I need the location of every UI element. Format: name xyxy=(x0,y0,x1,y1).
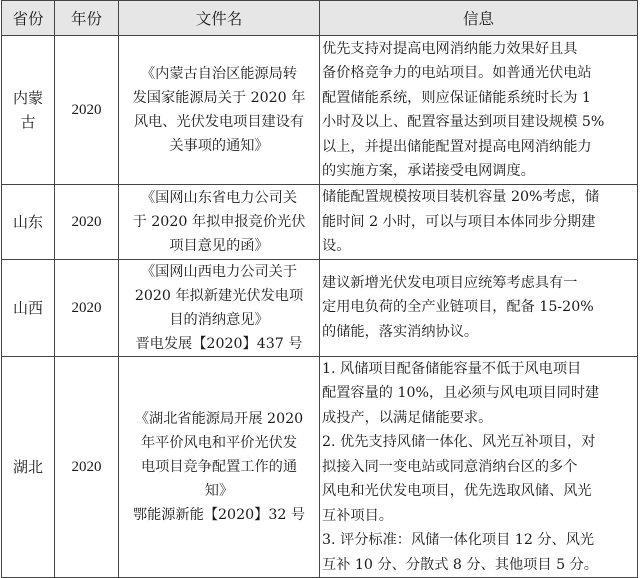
document-line: 发国家能源局关于 2020 年 xyxy=(132,90,306,106)
info-cell xyxy=(320,36,638,185)
document-line: 晋电发展【2020】437 号 xyxy=(135,335,303,352)
info-line: 拟接入同一变电站或同意消纳台区的多个 xyxy=(322,458,578,475)
year-cell: 2020 xyxy=(55,185,119,260)
header-info: 信息 xyxy=(320,1,638,36)
document-line: 《国网山西电力公司关于 xyxy=(140,263,298,280)
info-line: 配置储能系统，则应保证储能系统时长为 1 xyxy=(322,89,591,106)
info-line: 小时及以上、配置容量达到项目建设规模 5% xyxy=(322,114,605,130)
document-line: 年平价风电和平价光伏发 xyxy=(140,434,298,451)
header-province: 省份 xyxy=(2,1,55,36)
info-line: 建议新增光伏发电项目应统筹考虑具有一 xyxy=(322,274,578,291)
info-line: 备价格竞争力的电站项目。如普通光伏电站 xyxy=(322,65,592,81)
document-line: 关事项的通知》 xyxy=(169,138,269,154)
info-line: 储能配置规模按项目装机容量 20%考虑，储 xyxy=(322,189,600,205)
province-line: 山东 xyxy=(12,212,43,231)
header-year: 年份 xyxy=(55,1,119,36)
info-line: 的实施方案，承诺接受电网调度。 xyxy=(322,163,535,179)
year-cell: 2020 xyxy=(55,259,119,356)
document-name-cell xyxy=(119,185,320,260)
document-line: 风电、光伏发电项目建设有 xyxy=(133,114,305,130)
province-line: 古 xyxy=(20,113,36,131)
province-cell xyxy=(2,356,55,578)
province-cell xyxy=(2,185,55,260)
table-row xyxy=(2,36,638,185)
document-line: 电项目竞争配置工作的通 xyxy=(140,458,298,475)
province-line: 内蒙 xyxy=(12,89,43,107)
year-cell: 2020 xyxy=(55,356,119,578)
info-line: 3. 评分标准：风储一体化项目 12 分、风光 xyxy=(322,532,595,548)
table-header-row xyxy=(2,1,638,36)
info-line: 能时间 2 小时，可以与项目本体同步分期建 xyxy=(322,213,596,230)
document-line: 2020 年拟新建光伏发电项 xyxy=(134,287,304,304)
info-line: 的储能，落实消纳协议。 xyxy=(322,323,479,340)
province-cell xyxy=(2,259,55,356)
year-cell: 2020 xyxy=(55,36,119,185)
info-cell xyxy=(320,259,638,356)
province-cell xyxy=(2,36,55,185)
table-row xyxy=(2,185,638,260)
document-line: 目的消纳意见》 xyxy=(169,311,269,328)
document-line: 知》 xyxy=(204,482,234,499)
info-line: 成投产，以满足储能要求。 xyxy=(322,409,493,426)
policy-table xyxy=(1,0,638,578)
document-line: 《内蒙古自治区能源局转 xyxy=(140,66,298,82)
info-line: 优先支持对提高电网消纳能力效果好且具 xyxy=(322,40,578,57)
document-line: 鄂能源新能【2020】32 号 xyxy=(132,506,306,523)
info-line: 定用电负荷的全产业链项目，配备 15-20% xyxy=(322,299,594,316)
table-row xyxy=(2,356,638,578)
province-line: 湖北 xyxy=(12,457,43,476)
document-name-cell xyxy=(119,259,320,356)
document-name-cell xyxy=(119,36,320,185)
document-name-cell xyxy=(119,356,320,578)
province-line: 山西 xyxy=(12,298,43,317)
info-line: 配置容量的 10%，且必须与风电项目同时建 xyxy=(322,385,600,401)
table-row xyxy=(2,259,638,356)
document-line: 于 2020 年拟申报竞价光伏 xyxy=(132,213,306,230)
info-line: 设。 xyxy=(322,238,351,254)
document-line: 项目意见的函》 xyxy=(169,237,269,254)
info-cell xyxy=(320,185,638,260)
document-line: 《国网山东省电力公司关 xyxy=(140,189,298,206)
info-line: 互补项目。 xyxy=(322,507,393,524)
info-line: 2. 优先支持风储一体化、风光互补项目，对 xyxy=(322,434,596,450)
info-line: 以上，并提出储能配置对提高电网消纳能力 xyxy=(322,138,592,155)
info-line: 风电和光伏发电项目，优先选取风储、风光 xyxy=(322,483,592,499)
info-line: 互补 10 分、分散式 8 分、其他项目 5 分。 xyxy=(322,556,598,573)
info-cell xyxy=(320,356,638,578)
info-line: 1. 风储项目配备储能容量不低于风电项目 xyxy=(322,360,582,377)
header-document-name: 文件名 xyxy=(119,1,320,36)
document-line: 《湖北省能源局开展 2020 xyxy=(134,410,304,427)
